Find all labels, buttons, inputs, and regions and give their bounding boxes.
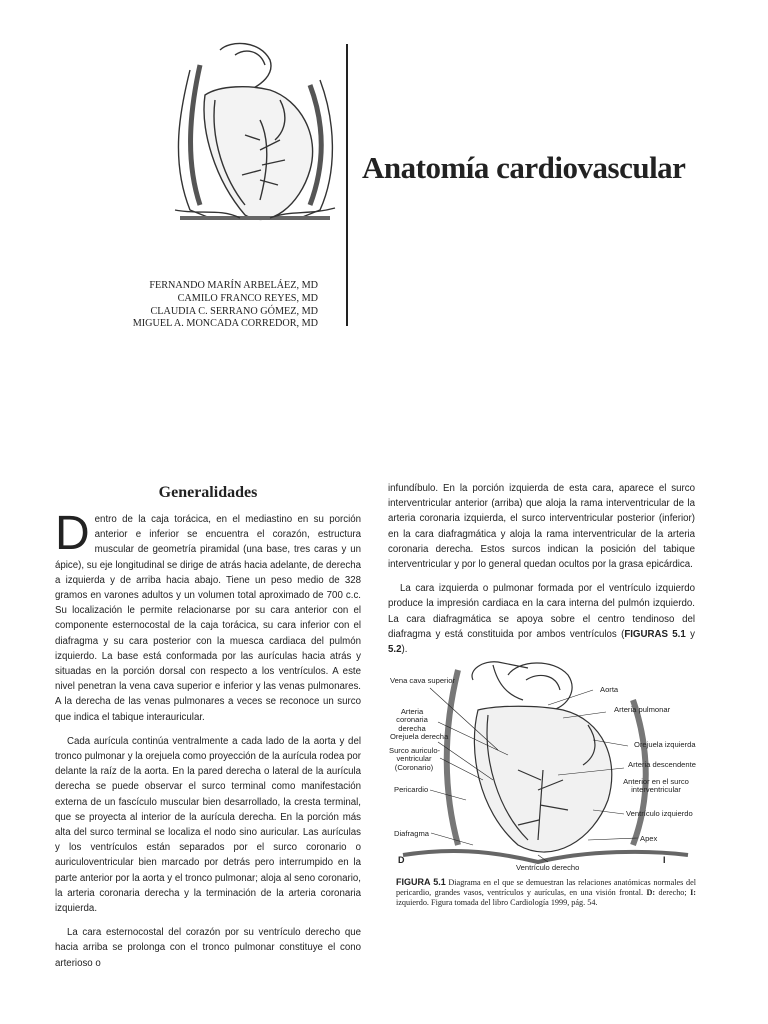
author-name: MIGUEL A. MONCADA CORREDOR, MD: [132, 318, 318, 330]
label-surco-auriculoventricular: Surco auriculo- ventricular (Coronario): [389, 746, 441, 772]
chapter-title: Anatomía cardiovascular: [362, 150, 686, 185]
label-arteria-descendente: Arteria descendente: [628, 760, 696, 769]
header-heart-illustration: [160, 40, 350, 230]
label-ventriculo-izquierdo: Ventrículo izquierdo: [626, 809, 693, 818]
label-anterior-surco-interventricular: Anterior en el surco interventricular: [623, 777, 689, 795]
label-izquierdo-i: I: [663, 855, 666, 865]
label-ventriculo-derecho: Ventrículo derecho: [516, 863, 580, 872]
figure-caption: FIGURA 5.1 Diagrama en el que se demuestran las relaciones anatómicas normales del pericardio, grandes vasos, ventrículos y aurículas, en una visión frontal. D: derecho; I: izquierdo. Figura tomada del libro Cardiología 1999, pág. 54.: [396, 877, 696, 908]
label-arteria-pulmonar: Arteria pulmonar: [614, 705, 671, 714]
label-apex: Apex: [640, 834, 658, 843]
text-column-left: [55, 507, 361, 980]
figure-heart-diagram: [388, 650, 698, 880]
author-name: CLAUDIA C. SERRANO GÓMEZ, MD: [150, 305, 318, 317]
label-vena-cava-superior: Vena cava superior: [390, 676, 456, 685]
figure-reference: FIGURAS 5.1: [624, 628, 686, 640]
figure-reference: 5.2: [388, 644, 402, 656]
label-pericardio: Pericardio: [394, 785, 429, 794]
body-paragraph: Cada aurícula continúa ventralmente a cada lado de la aorta y del tronco pulmonar y la orejuela como proyección de la aurícula rodea por delante la raíz de la aorta. En la pared derecha o lateral de la aurícula derecha se puede observar el surco terminal como manifestación externa de un fascículo muscular bien desarrollado, la cresta terminal, que se proyecta al interior de la aurícula derecha. En la porción más alta del surco terminal se localiza el nodo sino auricular. Las aurículas y los ventrículos están separados por el surco coronario o auriculoventricular bien marcado por detrás pero interrumpido en la parte anterior por la aorta y el tronco pulmonar; aloja al seno coronario, la arteria coronaria derecha y la terminación de la arteria coronaria izquierda.: [55, 735, 361, 915]
label-aorta: Aorta: [600, 685, 619, 694]
body-paragraph: La cara esternocostal del corazón por su ventrículo derecho que hacia arriba se prolonga con el tronco pulmonar constituye el cono arterioso o: [55, 927, 361, 969]
body-paragraph: La cara izquierda o pulmonar formada por el ventrículo izquierdo produce la impresión cardiaca en la cara interna del pulmón izquierdo. La cara diafragmática se apoya sobre el centro tendinoso del diafragma y está constituida por ambos ventrículos (FIGURAS 5.1 y 5.2).: [388, 583, 695, 656]
author-name: FERNANDO MARÍN ARBELÁEZ, MD: [149, 280, 318, 291]
drop-cap: D: [55, 507, 90, 560]
author-list: [100, 280, 318, 331]
author-name: CAMILO FRANCO REYES, MD: [177, 292, 318, 304]
body-paragraph: infundíbulo. En la porción izquierda de esta cara, aparece el surco interventricular anterior (arriba) que aloja la rama interventricular de la arteria coronaria izquierda, el surco interventricular posterior (inferior) en la cara diafragmática y aloja la rama interventricular de la arteria coronaria derecha. Estos surcos indican la posición del tabique interventricular y por lo general quedan ocultos por la grasa epicárdica.: [388, 483, 695, 571]
body-paragraph: Dentro de la caja torácica, en el mediastino en su porción anterior e inferior se encuentra el corazón, estructura muscular de geometría piramidal (una base, tres caras y un ápice), su eje longitudinal se dirige de atrás hacia adelante, de derecha a izquierda y de arriba hacia abajo. Tiene un peso medio de 328 gramos en varones adultos y un volumen total aproximado de 700 c.c. Su localización le permite relacionarse por su cara anterior con el componente esternocostal de la caja torácica, su cara inferior con el diafragma y su cara posterior con la muesca cardiaca del pulmón izquierdo. La base está conformada por las aurículas hacia atrás y situadas en la porción dorsal con respecto a los ventrículos. A este nivel penetran la vena cava superior e inferior y las venas pulmonares. A la derecha de las venas pulmonares a veces se reconoce un surco que indica el tabique interauricular.: [55, 507, 361, 723]
label-diafragma: Diafragma: [394, 829, 430, 838]
caption-label: FIGURA 5.1: [396, 877, 446, 887]
header-vertical-rule: [346, 44, 348, 326]
label-orejuela-derecha: Orejuela derecha: [390, 732, 449, 741]
text-column-right: [388, 481, 695, 666]
section-heading: Generalidades: [158, 484, 258, 501]
label-orejuela-izquierda: Orejuela izquierda: [634, 740, 696, 749]
label-arteria-coronaria-derecha: Arteria coronaria derecha: [396, 707, 428, 733]
label-derecho-d: D: [398, 855, 405, 865]
